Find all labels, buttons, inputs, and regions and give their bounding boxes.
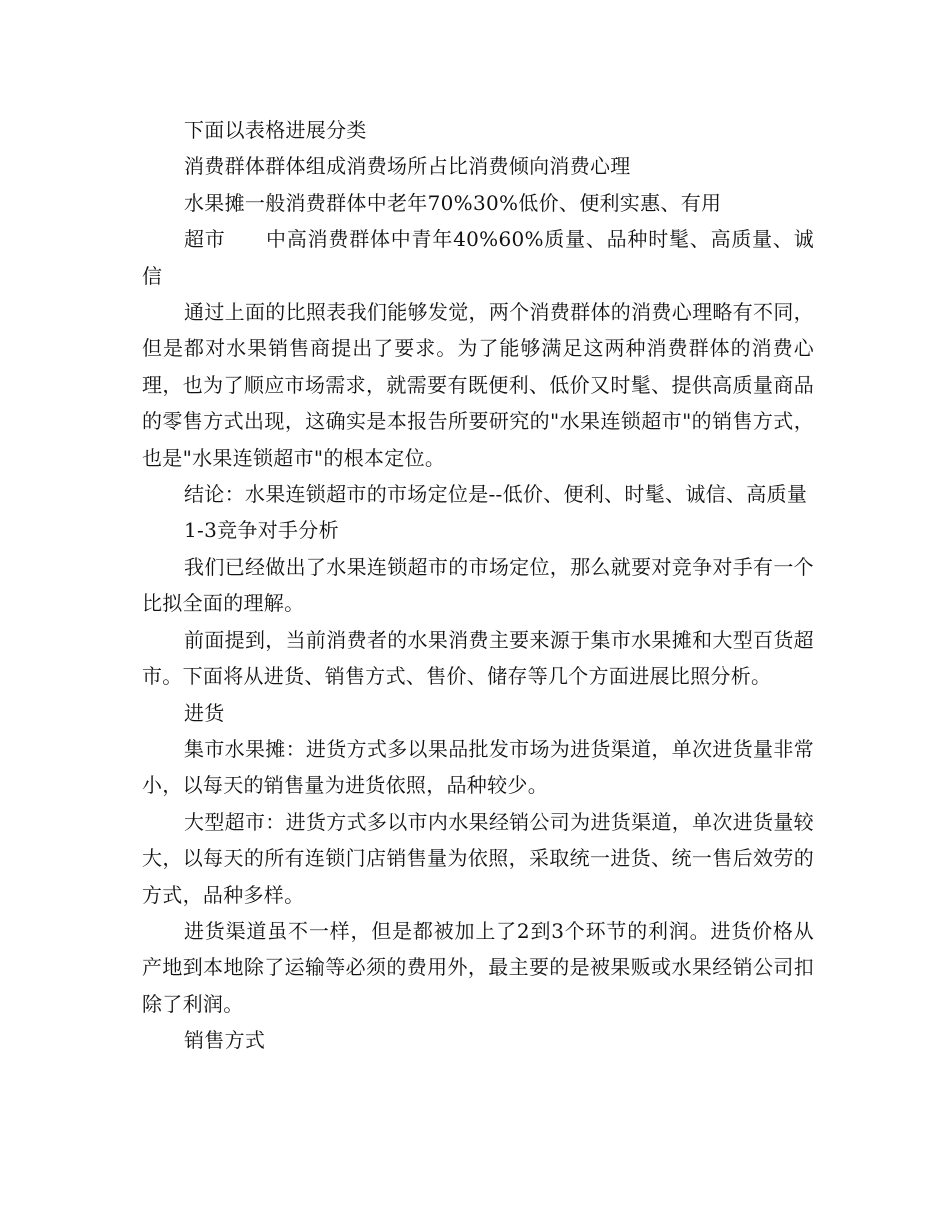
paragraph-sources: 前面提到，当前消费者的水果消费主要来源于集市水果摊和大型百货超市。下面将从进货、销售方式、售价、储存等几个方面进展比照分析。 xyxy=(142,627,814,689)
table-row-fruit-stall: 水果摊一般消费群体中老年70%30%低价、便利实惠、有用 xyxy=(184,190,722,215)
paragraph-comparison: 通过上面的比照表我们能够发觉，两个消费群体的消费心理略有不同，但是都对水果销售商提出了要求。为了能够满足这两种消费群体的消费心理，也为了顺应市场需求，就需要有既便利、低价又时髦、提供高质量商品的零售方式出现，这确实是本报告所要研究的"水果连锁超市"的销售方式，也是"水果连锁超市"的根本定位。 xyxy=(142,300,814,470)
table-header-row: 消费群体群体组成消费场所占比消费倾向消费心理 xyxy=(184,154,631,179)
paragraph-purchase-channels: 进货渠道虽不一样，但是都被加上了2到3个环节的利润。进货价格从产地到本地除了运输等必须的费用外，最主要的是被果贩或水果经销公司扣除了利润。 xyxy=(142,918,814,1016)
paragraph-large-supermarket: 大型超市：进货方式多以市内水果经销公司为进货渠道，单次进货量较大，以每天的所有连锁门店销售量为依照，采取统一进货、统一售后效劳的方式，品种多样。 xyxy=(142,809,814,907)
section-heading-competitor-analysis: 1-3竞争对手分析 xyxy=(184,518,339,543)
paragraph-table-intro: 下面以表格进展分类 xyxy=(184,118,367,142)
table-row-supermarket xyxy=(142,221,814,294)
subheading-sales-method: 销售方式 xyxy=(184,1028,266,1053)
paragraph-market-stall: 集市水果摊：进货方式多以果品批发市场为进货渠道，单次进货量非常小，以每天的销售量为进货依照，品种较少。 xyxy=(142,736,814,798)
document-body xyxy=(142,112,814,1059)
supermarket-row-text: 中高消费群体中青年40%60%质量、品种时髦、高质量、诚信 xyxy=(142,227,814,288)
subheading-purchasing: 进货 xyxy=(184,700,225,725)
supermarket-label: 超市 xyxy=(184,227,226,252)
paragraph-conclusion: 结论：水果连锁超市的市场定位是--低价、便利、时髦、诚信、高质量 xyxy=(184,482,808,507)
paragraph-positioning: 我们已经做出了水果连锁超市的市场定位，那么就要对竞争对手有一个比拟全面的理解。 xyxy=(142,554,814,616)
